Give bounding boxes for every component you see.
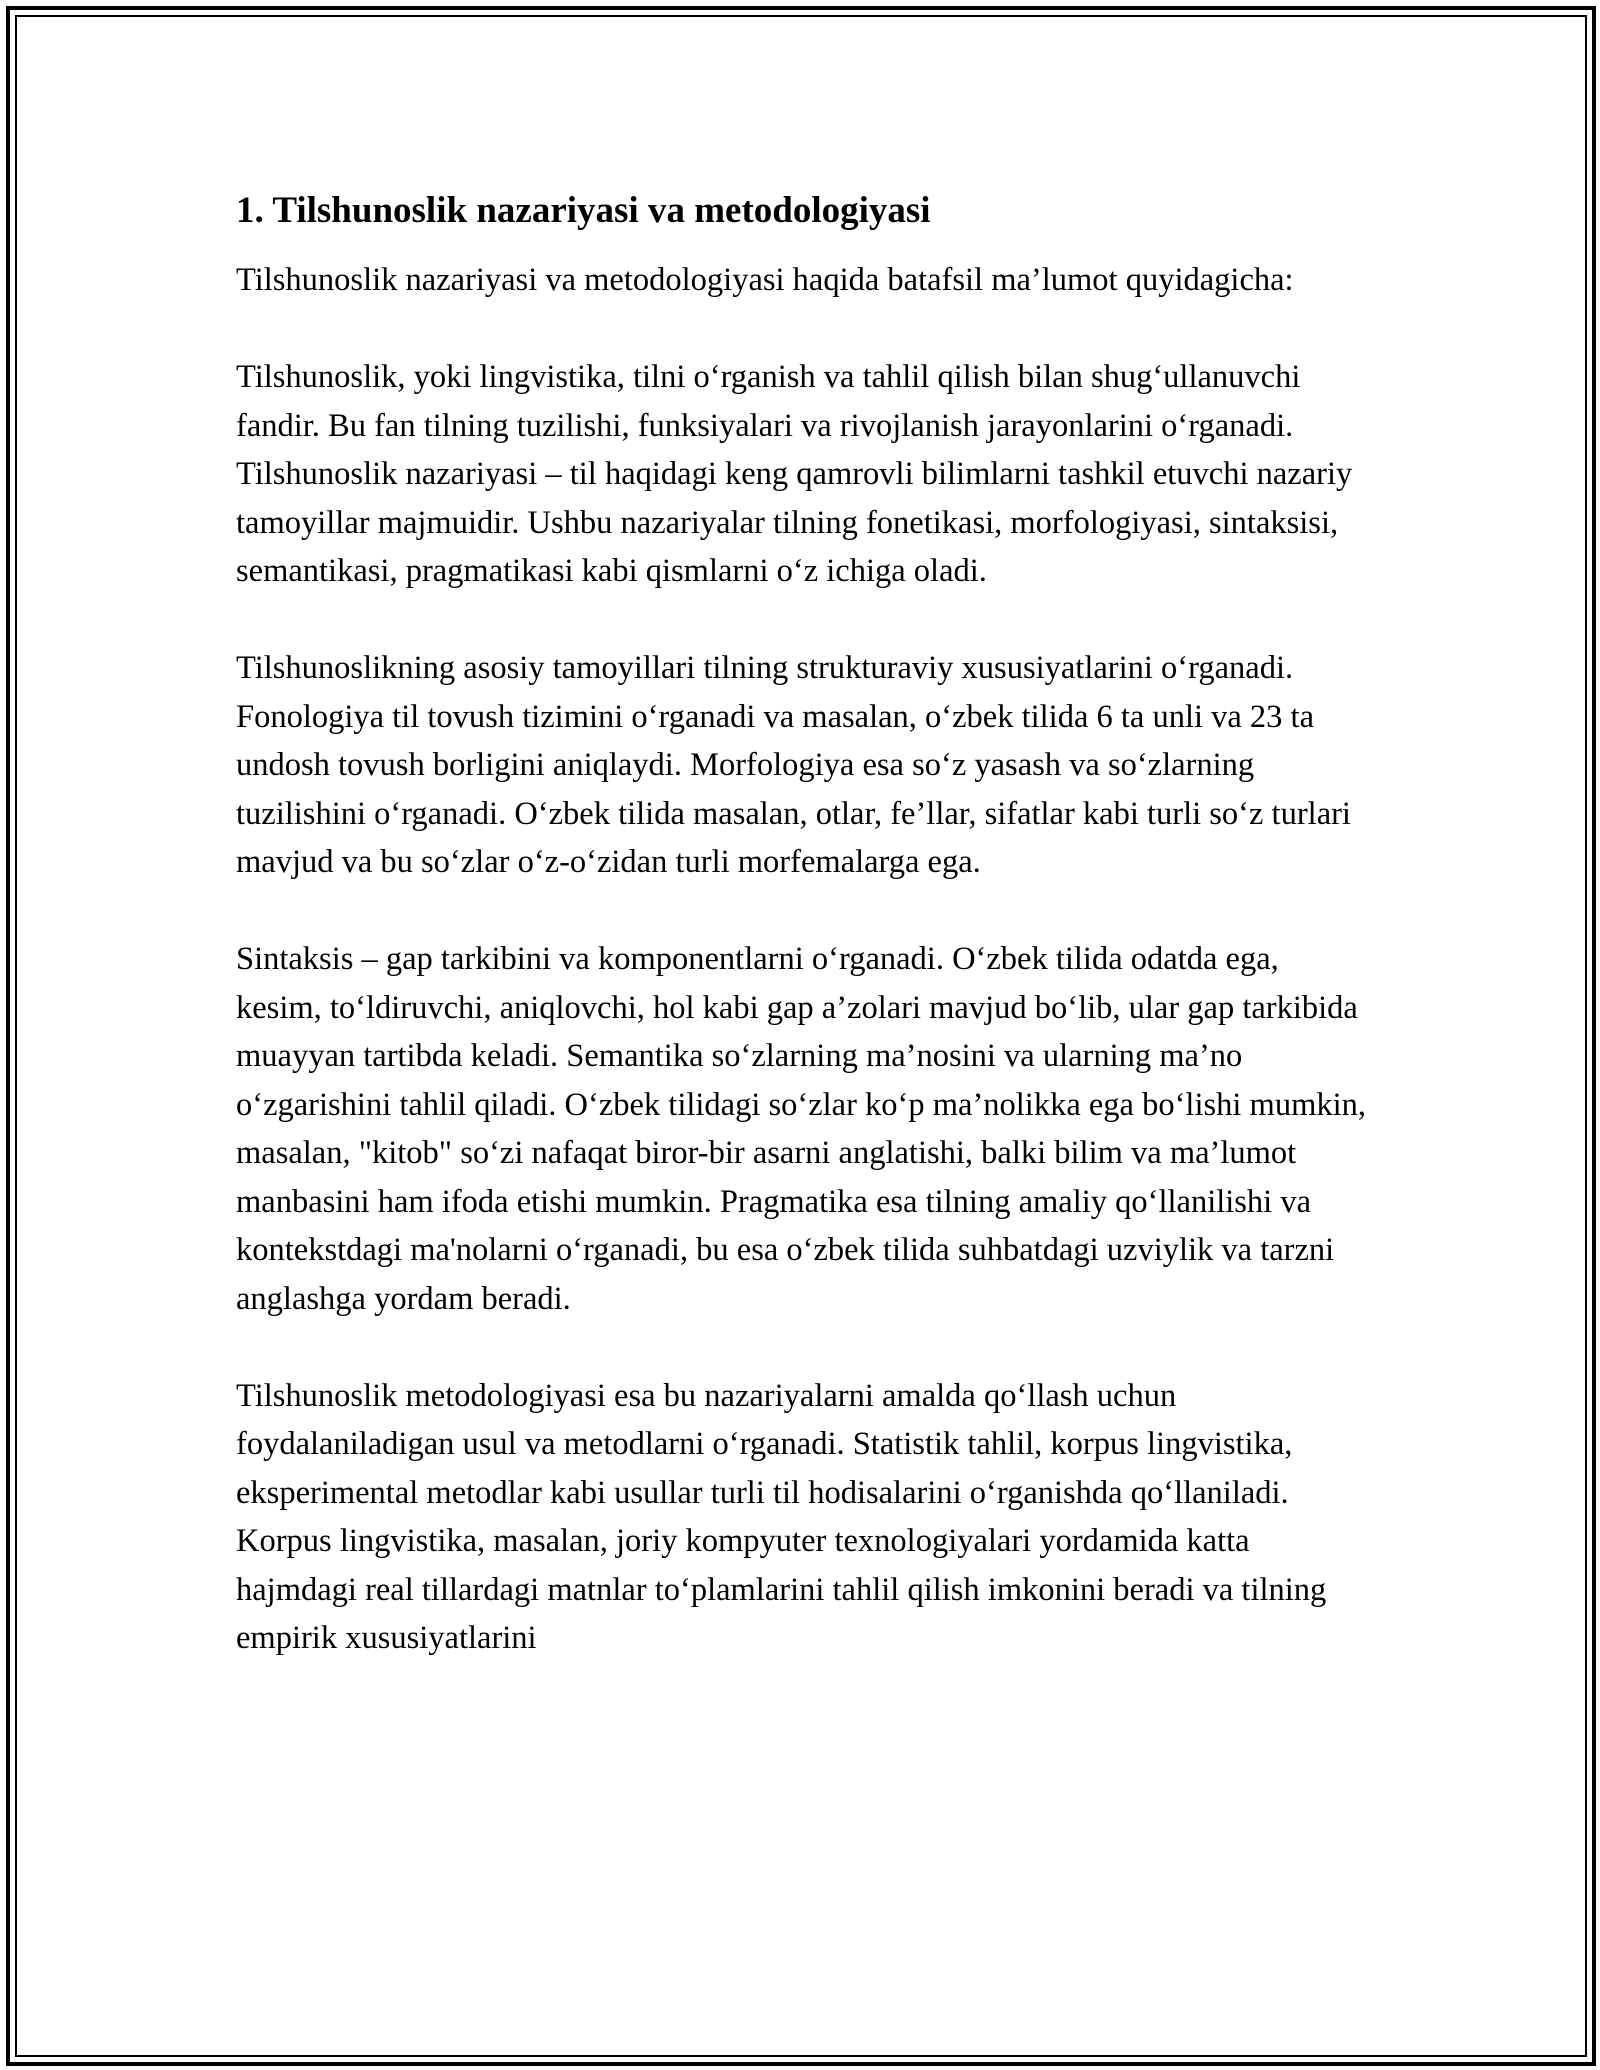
- paragraph-methodology: Tilshunoslik metodologiyasi esa bu nazariyalarni amalda qo‘llash uchun foydalaniladigan usul va metodlarni o‘rganadi. Statistik tahlil, korpus lingvistika, eksperimental metodlar kabi usullar turli til hodisalarini o‘rganishda qo‘llaniladi. Korpus lingvistika, masalan, joriy kompyuter texnologiyalari yordamida katta hajmdagi real tillardagi matnlar to‘plamlarini tahlil qilish imkonini beradi va tilning empirik xususiyatlarini: [236, 1377, 1327, 1656]
- section-heading: 1. Tilshunoslik nazariyasi va metodologiyasi: [236, 190, 931, 231]
- document-body: [236, 186, 1366, 1711]
- paragraph-intro: Tilshunoslik nazariyasi va metodologiyasi haqida batafsil ma’lumot quyidagicha:: [236, 262, 1294, 298]
- paragraph-syntax-semantics: Sintaksis – gap tarkibini va komponentlarni o‘rganadi. O‘zbek tilida odatda ega, kesim, to‘ldiruvchi, aniqlovchi, hol kabi gap a’zolari mavjud bo‘lib, ular gap tarkibida muayyan tartibda keladi. Semantika so‘zlarning ma’nosini va ularning ma’no o‘zgarishini tahlil qiladi. O‘zbek tilidagi so‘zlar ko‘p ma’nolikka ega bo‘lishi mumkin, masalan, "kitob" so‘zi nafaqat biror-bir asarni anglatishi, balki bilim va ma’lumot manbasini ham ifoda etishi mumkin. Pragmatika esa tilning amaliy qo‘llanilishi va kontekstdagi ma'nolarni o‘rganadi, bu esa o‘zbek tilida suhbatdagi uzviylik va tarzni anglashga yordam beradi.: [236, 941, 1367, 1317]
- paragraph-definition: Tilshunoslik, yoki lingvistika, tilni o‘rganish va tahlil qilish bilan shug‘ullanuvchi fandir. Bu fan tilning tuzilishi, funksiyalari va rivojlanish jarayonlarini o‘rganadi. Tilshunoslik nazariyasi – til haqidagi keng qamrovli bilimlarni tashkil etuvchi nazariy tamoyillar majmuidir. Ushbu nazariyalar tilning fonetikasi, morfologiyasi, sintaksisi, semantikasi, pragmatikasi kabi qismlarni o‘z ichiga oladi.: [236, 359, 1353, 589]
- paragraph-principles: Tilshunoslikning asosiy tamoyillari tilning strukturaviy xususiyatlarini o‘rganadi. Fonologiya til tovush tizimini o‘rganadi va masalan, o‘zbek tilida 6 ta unli va 23 ta undosh tovush borligini aniqlaydi. Morfologiya esa so‘z yasash va so‘zlarning tuzilishini o‘rganadi. O‘zbek tilida masalan, otlar, fe’llar, sifatlar kabi turli so‘z turlari mavjud va bu so‘zlar o‘z-o‘zidan turli morfemalarga ega.: [236, 650, 1351, 880]
